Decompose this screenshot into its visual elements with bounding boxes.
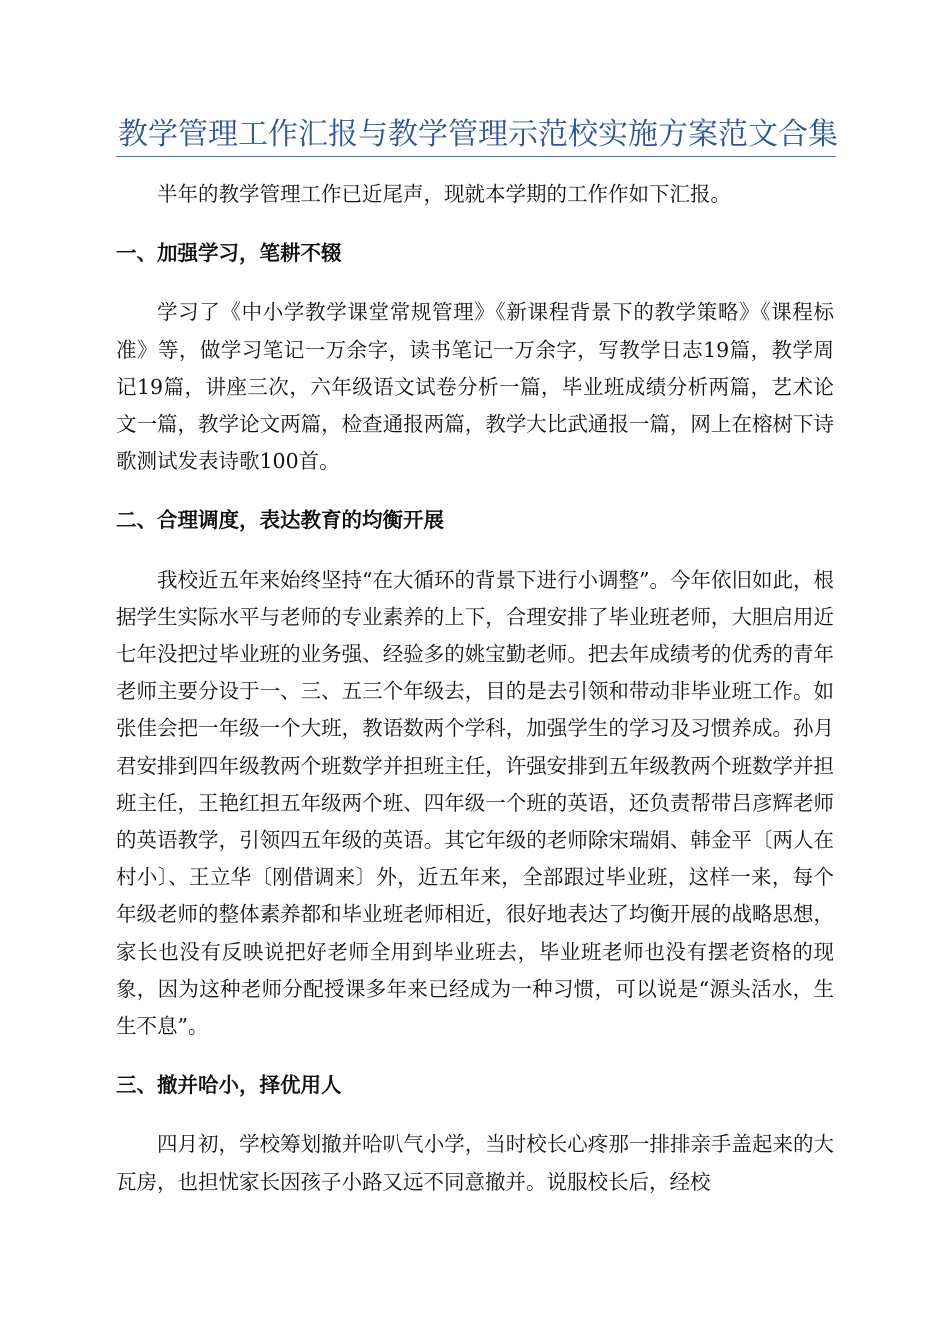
document-title: 教学管理工作汇报与教学管理示范校实施方案范文合集 (118, 117, 838, 152)
section-heading-1: 一、加强学习，笔耕不辍 (116, 241, 342, 266)
section-heading-2: 二、合理调度，表达教育的均衡开展 (116, 508, 444, 533)
title-underline (116, 156, 836, 157)
section-paragraph-2: 我校近五年来始终坚持“在大循环的背景下进行小调整”。今年依旧如此，根据学生实际水平与老师的专业素养的上下，合理安排了毕业班老师，大胆启用近七年没把过毕业班的业务强、经验多的姚宝勤老师。把去年成绩考的优秀的青年老师主要分设于一、三、五三个年级去，目的是去引领和带动非毕业班工作。如张佳会把一年级一个大班，教语数两个学科，加强学生的学习及习惯养成。孙月君安排到四年级教两个班数学并担班主任，许强安排到五年级教两个班数学并担班主任，王艳红担五年级两个班、四年级一个班的英语，还负责帮带吕彦辉老师的英语教学，引领四五年级的英语。其它年级的老师除宋瑞娟、韩金平〔两人在村小〕、王立华〔刚借调来〕外，近五年来，全部跟过毕业班，这样一来，每个年级老师的整体素养都和毕业班老师相近，很好地表达了均衡开展的战略思想，家长也没有反映说把好老师全用到毕业班去，毕业班老师也没有摆老资格的现象，因为这种老师分配授课多年来已经成为一种习惯，可以说是“源头活水，生生不息”。 (116, 567, 834, 1039)
section-heading-3: 三、撤并哈小，择优用人 (116, 1073, 342, 1098)
intro-paragraph: 半年的教学管理工作已近尾声，现就本学期的工作作如下汇报。 (157, 182, 731, 206)
section-paragraph-3: 四月初，学校筹划撤并哈叭气小学，当时校长心疼那一排排亲手盖起来的大瓦房，也担忧家长因孩子小路又远不同意撤并。说服校长后，经校 (116, 1132, 834, 1194)
section-paragraph-1: 学习了《中小学教学课堂常规管理》《新课程背景下的教学策略》《课程标准》等，做学习笔记一万余字，读书笔记一万余字，写教学日志19篇，教学周记19篇，讲座三次，六年级语文试卷分析一篇，毕业班成绩分析两篇，艺术论文一篇，教学论文两篇，检查通报两篇，教学大比武通报一篇，网上在榕树下诗歌测试发表诗歌100首。 (116, 300, 834, 474)
document-body (116, 176, 834, 1201)
